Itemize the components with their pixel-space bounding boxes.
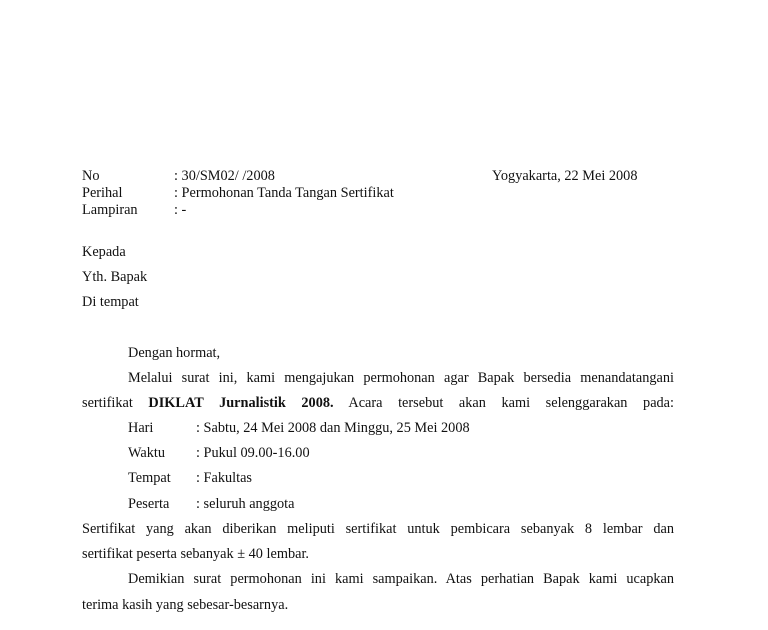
para1-line2 (82, 396, 674, 410)
place-date: Yogyakarta, 22 Mei 2008 (492, 168, 638, 184)
lampiran-label: Lampiran (82, 202, 138, 218)
detail-peserta-label: Peserta (128, 496, 170, 512)
perihal-label: Perihal (82, 185, 123, 201)
no-label: No (82, 168, 100, 184)
salutation: Dengan hormat, (128, 345, 221, 361)
para3-line2: terima kasih yang sebesar-besarnya. (82, 597, 289, 613)
para1-line2-post: Acara tersebut akan kami selenggarakan pada: (333, 395, 675, 411)
address-kepada: Kepada (82, 244, 126, 260)
address-tempat: Di tempat (82, 294, 139, 310)
event-name: DIKLAT Jurnalistik 2008. (148, 395, 334, 411)
detail-tempat-value: : Fakultas (196, 470, 252, 486)
detail-hari-label: Hari (128, 420, 154, 436)
detail-waktu-label: Waktu (128, 445, 165, 461)
para2-line1: Sertifikat yang akan diberikan meliputi sertifikat untuk pembicara sebanyak 8 lembar dan (82, 521, 674, 537)
para2-line2: sertifikat peserta sebanyak ± 40 lembar. (82, 546, 309, 562)
detail-waktu-value: : Pukul 09.00-16.00 (196, 445, 310, 461)
para1-line2-pre: sertifikat (82, 395, 149, 411)
para1-line1: Melalui surat ini, kami mengajukan permohonan agar Bapak bersedia menandatangani (128, 370, 674, 386)
lampiran-value: : - (174, 202, 187, 218)
no-value: : 30/SM02/ /2008 (174, 168, 275, 184)
para3-line1: Demikian surat permohonan ini kami sampaikan. Atas perhatian Bapak kami ucapkan (128, 571, 674, 587)
detail-hari-value: : Sabtu, 24 Mei 2008 dan Minggu, 25 Mei 2008 (196, 420, 470, 436)
detail-peserta-value: : seluruh anggota (196, 496, 295, 512)
perihal-value: : Permohonan Tanda Tangan Sertifikat (174, 185, 394, 201)
detail-tempat-label: Tempat (128, 470, 171, 486)
address-yth: Yth. Bapak (82, 269, 148, 285)
